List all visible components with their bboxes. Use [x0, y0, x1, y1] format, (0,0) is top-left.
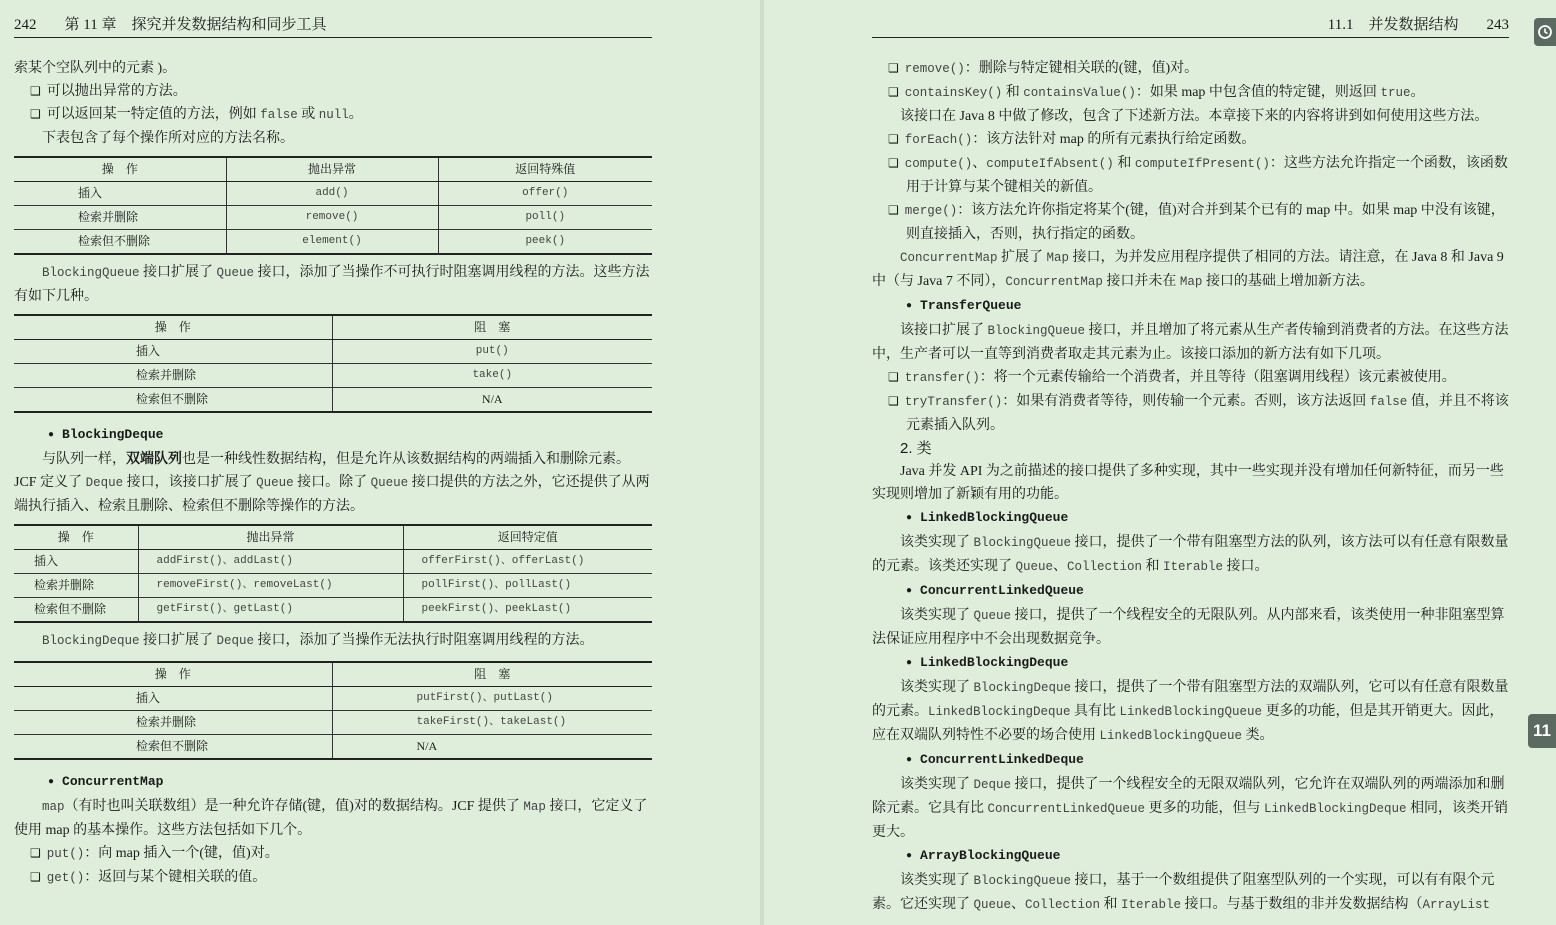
list-item: ❑ tryTransfer()：如果有消费者等待，则传输一个元素。否则，该方法返回 false 值，并且不将该元素插入队列。 [872, 390, 1509, 437]
paragraph: Java 并发 API 为之前描述的接口提供了多种实现，其中一些实现并没有增加任何新特征，而另一些实现则增加了新颖有用的功能。 [872, 464, 1504, 502]
bullet-heading: ● ConcurrentLinkedDeque [872, 748, 1509, 773]
list-item: ❑ get()：返回与某个键相关联的值。 [14, 866, 652, 890]
table-row: 检索但不删除 getFirst()、getLast() peekFirst()、peekLast() [14, 598, 652, 623]
paragraph: 该类实现了 BlockingQueue 接口，提供了一个带有阻塞型方法的队列，该方法可以有任意有限数量的元素。该类还实现了 Queue、Collection 和 Iterable 接口。 [872, 535, 1509, 574]
paragraph: 该接口扩展了 BlockingQueue 接口，并且增加了将元素从生产者传输到消费者的方法。在这些方法中，生产者可以一直等到消费者取走其元素为止。该接口添加的新方法有如下几项。 [872, 323, 1509, 362]
blocking-queue-table: 操 作 阻 塞 插入 put() 检索并删除 take() 检索但不删除 N/A [14, 314, 652, 413]
left-page-header [14, 14, 652, 38]
right-page-header [872, 14, 1509, 38]
section-title: 11.1 并发数据结构 [1327, 17, 1459, 33]
deque-methods-table: 操 作 抛出异常 返回特定值 插入 addFirst()、addLast() offerFirst()、offerLast() 检索并删除 removeFirst()、removeLast() pollFirst()、pollLast() 检索但不删除 getFirst()、getLast() peekFirst()、peekLast() [14, 524, 652, 623]
text-line: 索某个空队列中的元素 )。 [14, 61, 177, 76]
page-number: 243 [1486, 17, 1509, 33]
table-row: 检索但不删除 N/A [14, 388, 652, 413]
paragraph: 该类实现了 Deque 接口，提供了一个线程安全的无限双端队列，它允许在双端队列的两端添加和删除元素。它具有比 ConcurrentLinkedQueue 更多的功能，但与 LinkedBlockingDeque 相同，该类开销更大。 [872, 777, 1509, 840]
chapter-title: 第 11 章 探究并发数据结构和同步工具 [64, 17, 327, 33]
chapter-side-tab[interactable]: 11 [1528, 714, 1556, 748]
table-row: 检索并删除 take() [14, 364, 652, 388]
paragraph: 该接口在 Java 8 中做了修改，包含了下述新方法。本章接下来的内容将讲到如何使用这些方法。 [900, 109, 1489, 124]
bullet-heading: ● BlockingDeque [14, 423, 652, 448]
table-row: 检索但不删除 element() peek() [14, 230, 652, 255]
paragraph: BlockingDeque 接口扩展了 Deque 接口，添加了当操作无法执行时阻塞调用线程的方法。 [42, 633, 594, 648]
bullet-heading: ● ConcurrentLinkedQueue [872, 579, 1509, 604]
list-item: ❑ forEach()：该方法针对 map 的所有元素执行给定函数。 [872, 128, 1509, 152]
queue-methods-table: 操 作 抛出异常 返回特殊值 插入 add() offer() 检索并删除 remove() poll() 检索但不删除 element() peek() [14, 156, 652, 255]
bullet-heading: ● ConcurrentMap [14, 770, 652, 795]
bullet-heading: ● LinkedBlockingDeque [872, 651, 1509, 676]
paragraph: map（有时也叫关联数组）是一种允许存储(键，值)对的数据结构。JCF 提供了 Map 接口，它定义了使用 map 的基本操作。这些方法包括如下几个。 [14, 799, 648, 838]
list-item: ❑ compute()、computeIfAbsent() 和 computeIfPresent()：这些方法允许指定一个函数，该函数用于计算与某个键相关的新值。 [872, 152, 1509, 199]
list-item: ❑ 可以返回某一特定值的方法，例如 false 或 null。 [14, 103, 652, 127]
paragraph: BlockingQueue 接口扩展了 Queue 接口，添加了当操作不可执行时阻塞调用线程的方法。这些方法有如下几种。 [14, 265, 650, 304]
list-item: ❑ merge()：该方法允许你指定将某个(键，值)对合并到某个已有的 map 中。如果 map 中没有该键，则直接插入，否则，执行指定的函数。 [872, 199, 1509, 246]
list-item: ❑ 可以抛出异常的方法。 [14, 80, 652, 103]
right-page [764, 0, 1556, 925]
right-page-body [872, 57, 1509, 917]
history-icon[interactable] [1534, 18, 1556, 46]
table-row: 插入 add() offer() [14, 182, 652, 206]
table-row: 检索但不删除 N/A [14, 735, 652, 760]
left-page-body [14, 57, 652, 890]
paragraph: 该类实现了 Queue 接口，提供了一个线程安全的无限队列。从内部来看，该类使用一种非阻塞型算法保证应用程序中不会出现数据竞争。 [872, 608, 1505, 647]
blocking-deque-table: 操 作 阻 塞 插入 putFirst()、putLast() 检索并删除 takeFirst()、takeLast() 检索但不删除 N/A [14, 661, 652, 760]
paragraph: 该类实现了 BlockingDeque 接口，提供了一个带有阻塞型方法的双端队列，它可以有任意有限数量的元素。LinkedBlockingDeque 具有比 LinkedBlockingQueue 更多的功能，但是其开销更大。因此，应在双端队列特性不必要的场合使用 LinkedBlockingQueue 类。 [872, 680, 1509, 743]
table-row: 检索并删除 removeFirst()、removeLast() pollFirst()、pollLast() [14, 574, 652, 598]
table-row: 检索并删除 remove() poll() [14, 206, 652, 230]
paragraph: ConcurrentMap 扩展了 Map 接口，为并发应用程序提供了相同的方法。请注意，在 Java 8 和 Java 9 中（与 Java 7 不同），ConcurrentMap 接口并未在 Map 接口的基础上增加新方法。 [872, 250, 1504, 289]
paragraph: 与队列一样，双端队列也是一种线性数据结构，但是允许从该数据结构的两端插入和删除元素。JCF 定义了 Deque 接口，该接口扩展了 Queue 接口。除了 Queue 接口提供的方法之外，它还提供了从两端执行插入、检索且删除、检索但不删除等操作的方法。 [14, 452, 650, 514]
table-row: 插入 putFirst()、putLast() [14, 687, 652, 711]
subsection-heading: 2. 类 [900, 440, 932, 457]
table-row: 插入 addFirst()、addLast() offerFirst()、offerLast() [14, 550, 652, 574]
bullet-heading: ● LinkedBlockingQueue [872, 506, 1509, 531]
table-row: 插入 put() [14, 340, 652, 364]
list-item: ❑ transfer()：将一个元素传输给一个消费者，并且等待（阻塞调用线程）该元素被使用。 [872, 366, 1509, 390]
list-item: ❑ remove()：删除与特定键相关联的(键，值)对。 [872, 57, 1509, 81]
paragraph: 该类实现了 BlockingQueue 接口，基于一个数组提供了阻塞型队列的一个实现，可以有有限个元素。它还实现了 Queue、Collection 和 Iterable 接口。与基于数组的非并发数据结构（ArrayList [872, 873, 1495, 912]
left-page [0, 0, 760, 925]
bullet-heading: ● ArrayBlockingQueue [872, 844, 1509, 869]
bullet-heading: ● TransferQueue [872, 294, 1509, 319]
list-item: ❑ put()：向 map 插入一个(键，值)对。 [14, 842, 652, 866]
paragraph: 下表包含了每个操作所对应的方法名称。 [42, 131, 294, 146]
table-row: 检索并删除 takeFirst()、takeLast() [14, 711, 652, 735]
list-item: ❑ containsKey() 和 containsValue()：如果 map 中包含值的特定键，则返回 true。 [872, 81, 1509, 105]
page-number: 242 [14, 17, 37, 33]
